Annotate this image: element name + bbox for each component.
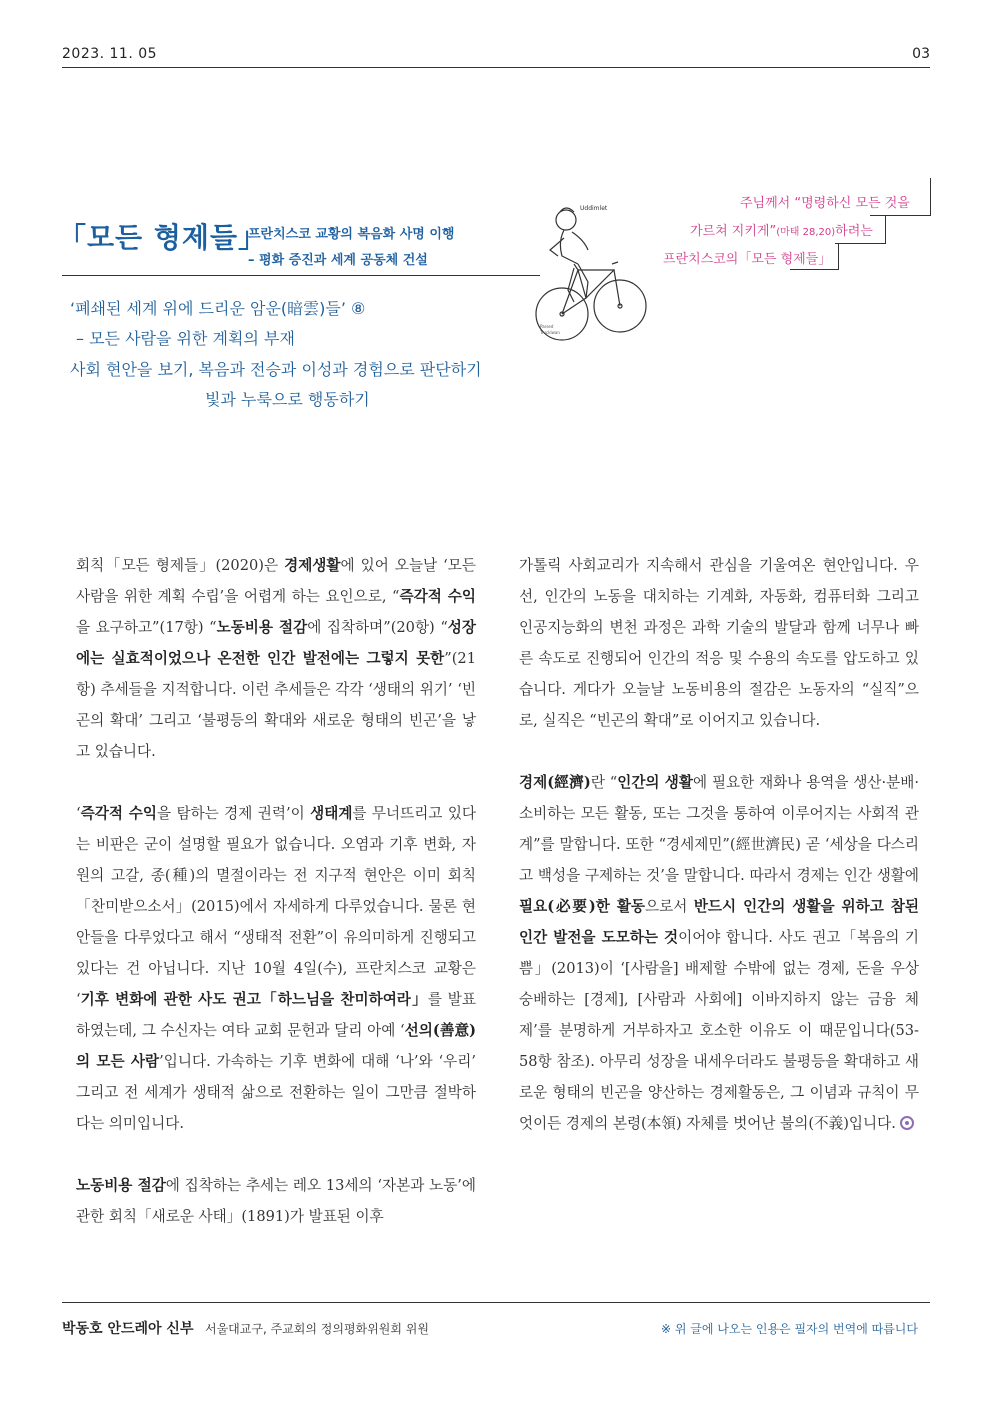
issue-date: 2023. 11. 05 (62, 46, 158, 62)
author-name: 박동호 안드레아 신부 (62, 1321, 194, 1337)
svg-text:Uddimlet: Uddimlet (580, 205, 608, 212)
paragraph: 경제(經濟)란 “인간의 생활에 필요한 재화나 용역을 생산·분배·소비하는 모든 활동, 또는 그것을 통하여 이루어지는 사회적 관계”를 말합니다. 또한 “경세제민”(經世濟民) 곧 ‘세상을 다스리고 백성을 구제하는 것’을 말합니다. 따라서 경제는 인간 생활에 필요(必要)한 활동으로서 반드시 인간의 생활을 위하고 참된 인간 발전을 도모하는 것이어야 합니다. 사도 권고「복음의 기쁨」(2013)이 ‘[사람을] 배제할 수밖에 없는 경제, 돈을 우상 숭배하는 [경제], [사람과 사회에] 이바지하지 않는 금융 체제’를 분명하게 거부하자고 호소한 이유도 이 때문입니다(53-58항 참조). 아무리 성장을 내세우더라도 불평등을 확대하고 새로운 형태의 빈곤을 양산하는 경제활동은, 그 이념과 규칙이 무엇이든 경제의 본령(本領) 자체를 벗어난 불의(不義)입니다. (519, 774, 920, 1132)
page-number: 03 (912, 46, 930, 62)
quote-line-1: 주님께서 “명령하신 모든 것을 (740, 196, 910, 211)
svg-text:Parsed: Parsed (540, 324, 554, 329)
headline-line-3: 사회 현안을 보기, 복음과 전승과 이성과 경험으로 판단하기 (70, 360, 482, 379)
author-role: 서울대교구, 주교회의 정의평화위원회 위원 (205, 1322, 429, 1336)
quote-scripture-ref: (마태 28,20) (776, 227, 836, 238)
header-rule (62, 67, 930, 68)
translation-note: ※ 위 글에 나오는 인용은 필자의 번역에 따릅니다 (660, 1322, 918, 1336)
footer-rule (62, 1302, 930, 1303)
paragraph: 노동비용 절감에 집착하는 추세는 레오 13세의 ‘자본과 노동’에 관한 회칙「새로운 사태」(1891)가 발표된 이후 (76, 1177, 476, 1225)
svg-text:Trucklwan: Trucklwan (540, 330, 560, 335)
headline-line-4: 빛과 누룩으로 행동하기 (205, 390, 370, 409)
quote-line-2-main: 가르쳐 지키게” (690, 224, 777, 239)
end-of-article-icon (900, 1116, 914, 1130)
bicycle-rider-illustration (528, 198, 648, 348)
article-column-right (519, 550, 919, 1170)
series-subtitle-1: 프란치스코 교황의 복음화 사명 이행 (248, 227, 455, 242)
paragraph: 회칙「모든 형제들」(2020)은 경제생활에 있어 오늘날 ‘모든 사람을 위한 계획 수립’을 어렵게 하는 요인으로, “즉각적 수익을 요구하고”(17항) “노동비용 절감에 집착하며”(20항) “성장에는 실효적이었으나 온전한 인간 발전에는 그렇지 못한”(21항) 추세들을 지적합니다. 이런 추세들은 각각 ‘생태의 위기’ ‘빈곤의 확대’ 그리고 ‘불평등의 확대와 새로운 형태의 빈곤’을 낳고 있습니다. (76, 557, 476, 760)
paragraph: ‘즉각적 수익을 탐하는 경제 권력’이 생태계를 무너뜨리고 있다는 비판은 군이 설명할 필요가 없습니다. 오염과 기후 변화, 자원의 고갈, 종(種)의 멸절이라는 전 지구적 현안은 이미 회칙「찬미받으소서」(2015)에서 자세하게 다루었습니다. 물론 현안들을 다루었다고 해서 “생태적 전환”이 유의미하게 진행되고 있다는 건 아닙니다. 지난 10월 4일(수), 프란치스코 교황은 ‘기후 변화에 관한 사도 권고「하느님을 찬미하여라」를 발표하였는데, 그 수신자는 여타 교회 문헌과 달리 아예 ‘선의(善意)의 모든 사람’입니다. 가속하는 기후 변화에 대해 ‘나’와 ‘우리’ 그리고 전 세계가 생태적 삶으로 전환하는 일이 그만큼 절박하다는 의미입니다. (76, 805, 477, 1132)
headline-line-1: ‘폐쇄된 세계 위에 드리운 암운(暗雲)들’ ⑧ (70, 299, 366, 318)
paragraph: 가톨릭 사회교리가 지속해서 관심을 기울여온 현안입니다. 우선, 인간의 노동을 대치하는 기계화, 자동화, 컴퓨터화 그리고 인공지능화의 변천 과정은 과학 기술의 발달과 함께 너무나 빠른 속도로 진행되어 인간의 적응 및 수용의 속도를 압도하고 있습니다. 게다가 오늘날 노동비용의 절감은 노동자의 “실직”으로, 실직은 “빈곤의 확대”로 이어지고 있습니다. (519, 557, 919, 729)
title-rule (62, 275, 540, 276)
quote-line-2 (690, 220, 873, 239)
headline-line-2: – 모든 사람을 위한 계획의 부재 (76, 329, 295, 348)
quote-line-3: 프란치스코의「모든 형제들」 (663, 252, 832, 267)
quote-line-2-tail: 하려는 (835, 224, 873, 239)
series-subtitle-2: – 평화 증진과 세계 공동체 건설 (248, 253, 428, 268)
article-column-left (76, 550, 476, 1263)
series-title: 「모든 형제들」 (58, 221, 267, 254)
